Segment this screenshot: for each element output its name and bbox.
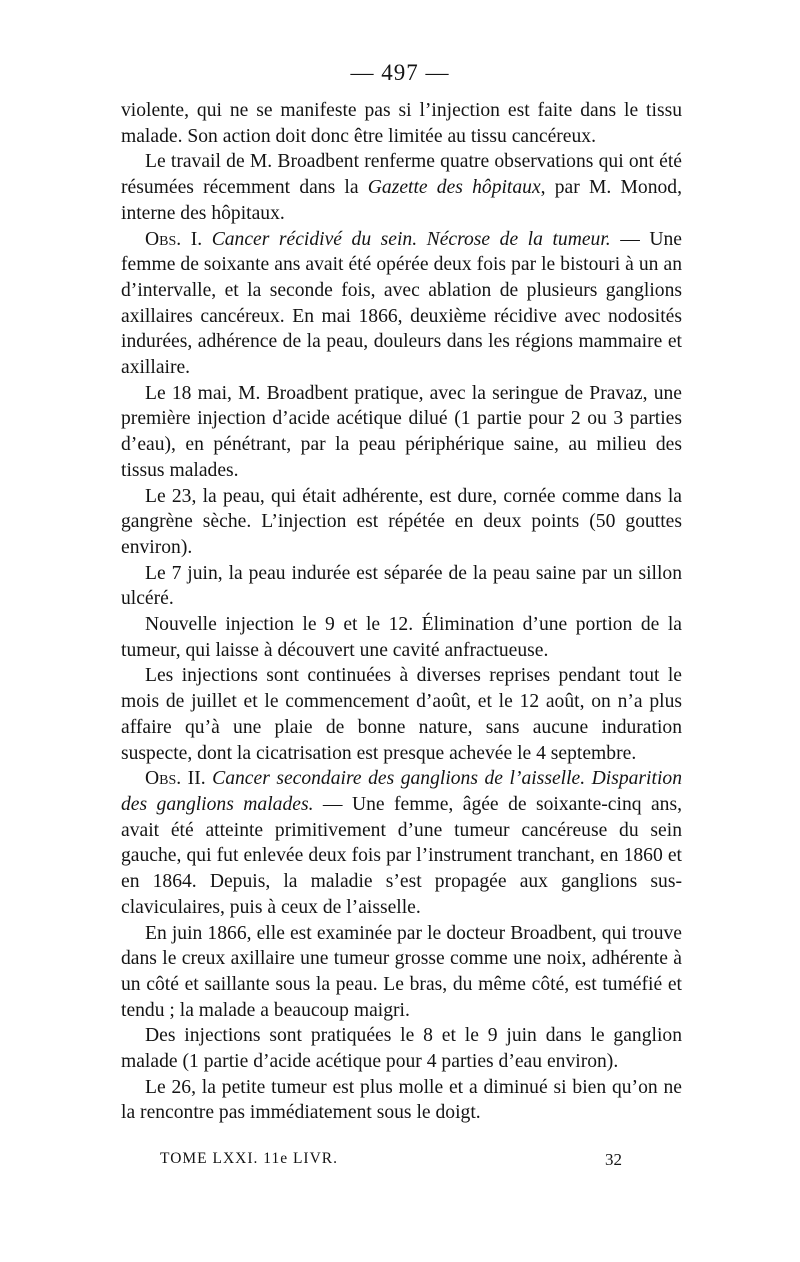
paragraph-10 — [121, 921, 682, 1024]
paragraph-2-text-before: Le travail de M. Broadbent renferme quatre observations qui ont été résumées récemment dans la — [121, 151, 682, 199]
paragraph-12-text: Le 26, la petite tumeur est plus molle et a diminué si bien qu’on ne la rencontre pas immédiatement sous le doigt. — [121, 1076, 682, 1124]
paragraph-7-text: Nouvelle injection le 9 et le 12. Élimination d’une portion de la tumeur, qui laisse à découvert une cavité anfractueuse. — [121, 614, 682, 661]
paragraph-1 — [121, 98, 682, 149]
paragraph-10-text: En juin 1866, elle est examinée par le docteur Broadbent, qui trouve dans le creux axillaire une tumeur grosse comme une noix, adhérente à un côté et saillante sous la peau. Le bras, du même côté, est tuméfié et tendu ; la malade a beaucoup maigri. — [121, 922, 682, 1021]
observation-1 — [121, 227, 682, 381]
paragraph-2 — [121, 149, 682, 226]
paragraph-1-text: violente, qui ne se manifeste pas si l’injection est faite dans le tissu malade. Son action doit donc être limitée au tissu cancéreux. — [121, 100, 682, 147]
observation-2 — [121, 766, 682, 920]
observation-2-label: Obs. II. — [145, 768, 206, 790]
paragraph-6-text: Le 7 juin, la peau indurée est séparée de la peau saine par un sillon ulcéré. — [121, 562, 682, 610]
paragraph-5-text: Le 23, la peau, qui était adhérente, est dure, cornée comme dans la gangrène sèche. L’injection est répétée en deux points (50 gouttes environ). — [121, 485, 682, 558]
paragraph-8 — [121, 663, 682, 766]
footer-volume: TOME LXXI. 11e LIVR. — [160, 1150, 338, 1167]
observation-1-title: Cancer récidivé du sein. Nécrose de la tumeur. — [211, 228, 611, 250]
paragraph-5 — [121, 484, 682, 561]
page-number: — 497 — — [350, 60, 450, 85]
paragraph-11-text: Des injections sont pratiquées le 8 et le 9 juin dans le ganglion malade (1 partie d’acide acétique pour 4 parties d’eau environ). — [121, 1025, 682, 1073]
paragraph-4 — [121, 381, 682, 484]
observation-2-text: — Une femme, âgée de soixante-cinq ans, avait été atteinte primitivement d’une tumeur cancéreuse du sein gauche, qui fut enlevée deux fois par l’instrument tranchant, en 1860 et en 1864. Depuis, la maladie s’est propagée aux ganglions sus-claviculaires, puis à ceux de l’aisselle. — [121, 793, 682, 918]
observation-1-text: — Une femme de soixante ans avait été opérée deux fois par le bistouri à un an d’intervalle, et la seconde fois, avec ablation de plusieurs ganglions axillaires cancéreux. En mai 1866, deuxième récidive avec nodosités indurées, adhérence de la peau, douleurs dans les régions mammaire et axillaire. — [121, 228, 683, 379]
paragraph-12 — [121, 1075, 682, 1126]
paragraph-2-text-after: , par M. Monod, interne des hôpitaux. — [121, 177, 682, 224]
observation-2-title: Cancer secondaire des ganglions de l’aisselle. Disparition des ganglions malades. — [121, 768, 682, 815]
footer-signature: 32 — [605, 1150, 622, 1169]
paragraph-7 — [121, 612, 682, 663]
paragraph-11 — [121, 1023, 682, 1074]
page-footer — [160, 1150, 622, 1170]
journal-title: Gazette des hôpitaux — [367, 177, 541, 199]
paragraph-6 — [121, 561, 682, 612]
paragraph-4-text: Le 18 mai, M. Broadbent pratique, avec la seringue de Pravaz, une première injection d’acide acétique dilué (1 partie pour 2 ou 3 parties d’eau), en pénétrant, par la peau périphérique saine, au milieu des tissus malades. — [121, 382, 682, 481]
paragraph-8-text: Les injections sont continuées à diverses reprises pendant tout le mois de juillet et le commencement d’août, et le 12 août, on n’a plus affaire qu’à une plaie de bonne nature, sans aucune induration suspecte, dont la cicatrisation est presque achevée le 4 septembre. — [121, 665, 682, 764]
body-text — [121, 98, 682, 1126]
observation-1-label: Obs. I. — [145, 228, 203, 250]
